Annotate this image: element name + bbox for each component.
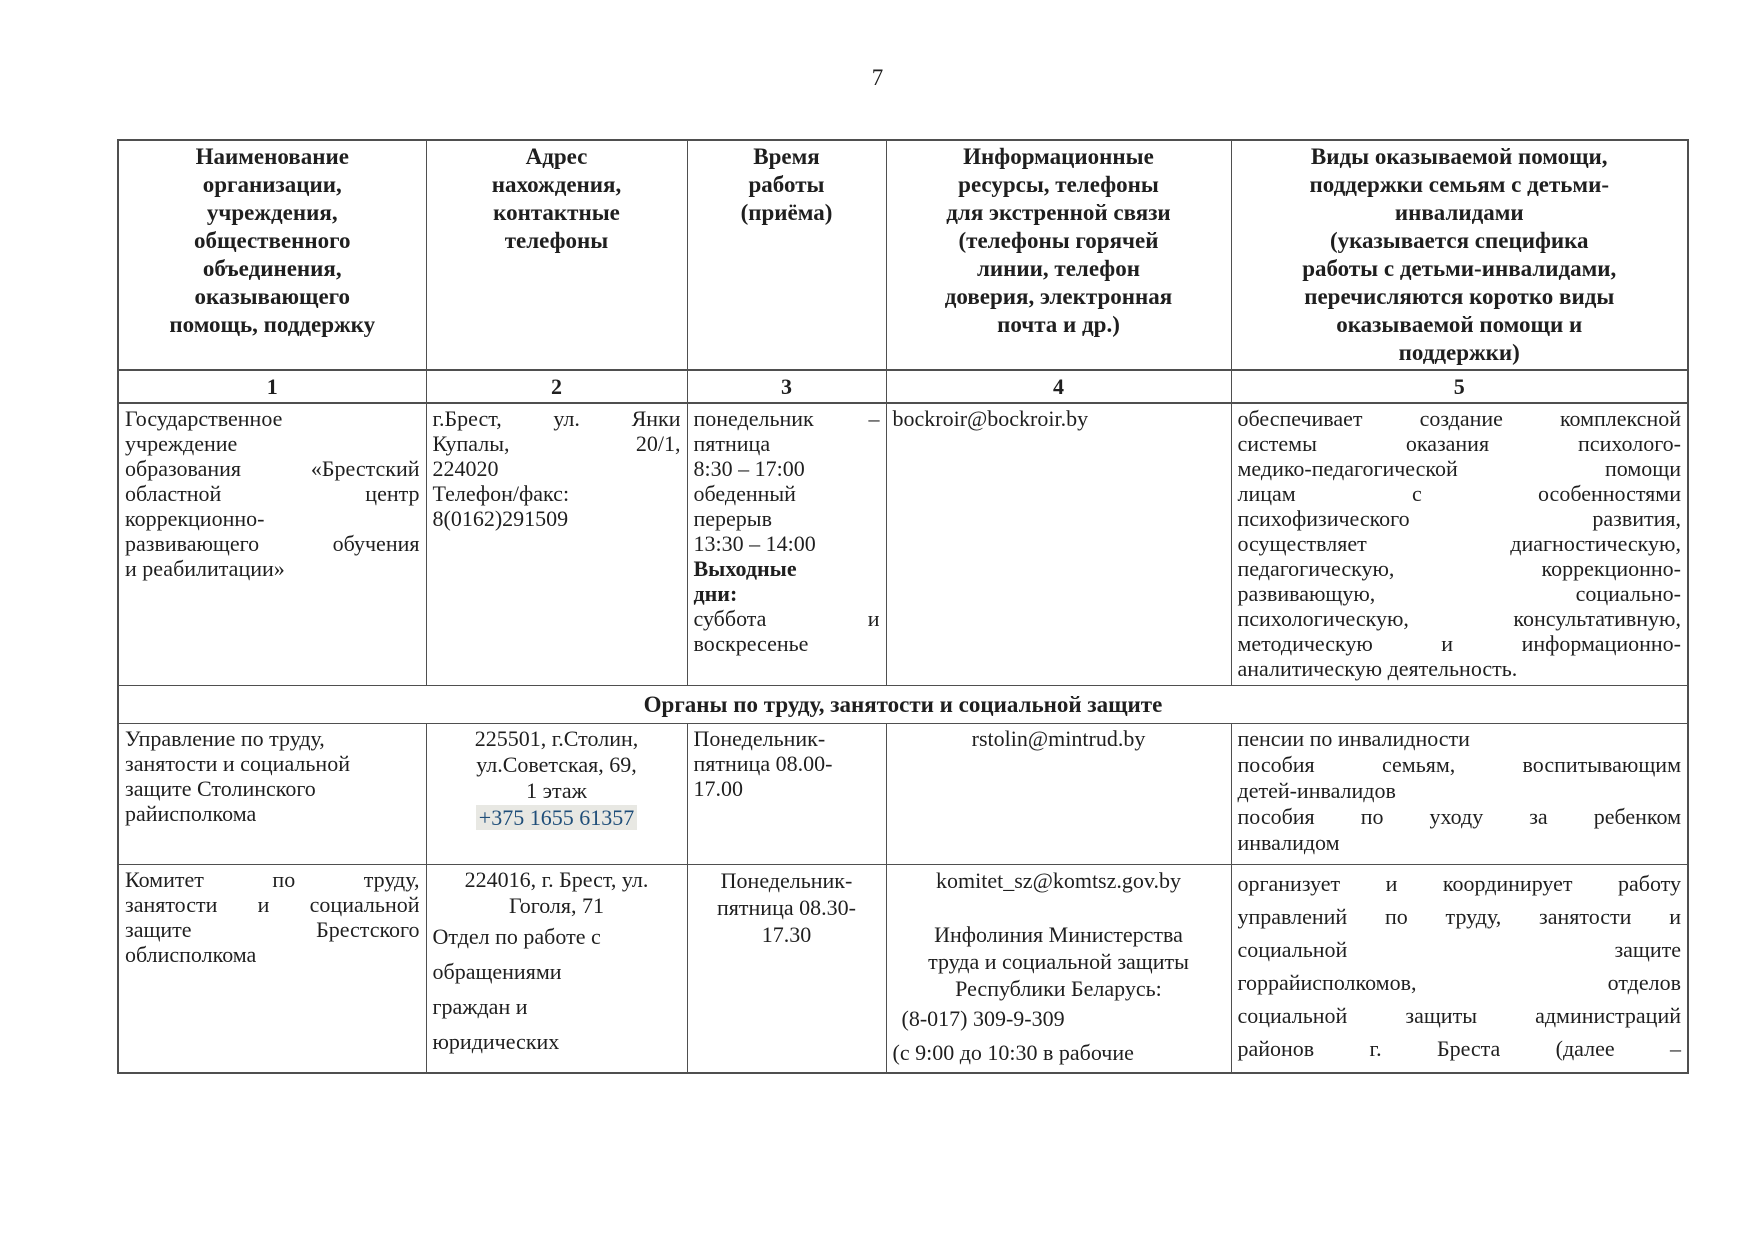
text-line: воскресенье: [693, 631, 809, 656]
text-line: 224020: [432, 456, 499, 481]
col-number-3: 3: [687, 370, 886, 403]
infoline-phone-text: (8-017) 309-9-309: [901, 1006, 1065, 1031]
email-text: komitet_sz@komtsz.gov.by: [936, 868, 1181, 893]
text-line: защите Брестского: [125, 917, 420, 942]
text-line: районов г. Бреста (далее –: [1237, 1036, 1681, 1061]
col-number-1: 1: [118, 370, 426, 403]
text-line: занятости и социальной: [125, 751, 350, 776]
text-line: 17.00: [693, 776, 743, 801]
assistance-cell: [1231, 865, 1688, 1074]
text-line: организует и координирует работу: [1237, 871, 1681, 896]
text-line: облисполкома: [125, 942, 257, 967]
text-line: граждан и: [432, 994, 528, 1019]
text-line: Виды оказываемой помощи,: [1310, 144, 1608, 169]
text-line: объединения,: [202, 256, 342, 281]
col-number-4: 4: [886, 370, 1231, 403]
text-line: Понедельник-: [693, 726, 826, 751]
text-line: Информационные: [963, 144, 1154, 169]
text-line: коррекционно-: [125, 506, 265, 531]
text-line: защите Столинского: [125, 776, 316, 801]
text-line: обеспечивает создание комплексной: [1237, 406, 1681, 431]
phone-link[interactable]: +375 1655 61357: [476, 805, 637, 830]
organizations-table: [117, 139, 1689, 1074]
text-line: поддержки): [1398, 340, 1520, 365]
text-line: обеденный: [693, 481, 796, 506]
text-line: 17.30: [761, 922, 812, 947]
text-line: нахождения,: [491, 172, 622, 197]
text-line: Республики Беларусь:: [955, 976, 1162, 1001]
resources-cell: [886, 403, 1231, 686]
resources-cell: [886, 865, 1231, 1074]
text-line: линии, телефон: [977, 256, 1140, 281]
text-line: пособия по уходу за ребенком: [1237, 804, 1681, 829]
text-line: инвалидом: [1237, 830, 1340, 855]
text-line: Телефон/факс:: [432, 481, 570, 506]
section-title: Органы по труду, занятости и социальной защите: [118, 686, 1688, 724]
text-line: Время: [753, 144, 820, 169]
text-line: организации,: [202, 172, 342, 197]
text-line: Гоголя, 71: [508, 893, 605, 918]
row-brest-committee: [118, 865, 1688, 1074]
text-line: областной центр: [125, 481, 420, 506]
text-line: развивающего обучения: [125, 531, 420, 556]
resources-cell: [886, 724, 1231, 865]
col-number-5: 5: [1231, 370, 1688, 403]
text-line: поддержки семьям с детьми-: [1309, 172, 1610, 197]
text-line: труда и социальной защиты: [928, 949, 1189, 974]
text-line: для экстренной связи: [946, 200, 1171, 225]
text-line: медико-педагогической помощи: [1237, 456, 1681, 481]
org-name-cell: [118, 403, 426, 686]
address-cell: [426, 865, 687, 1074]
address-cell: [426, 724, 687, 865]
col-header-schedule: [687, 140, 886, 370]
text-line: пособия семьям, воспитывающим: [1237, 752, 1681, 777]
weekend-label: Выходные: [693, 556, 797, 581]
text-line: контактные: [493, 200, 620, 225]
row-stolin-department: [118, 724, 1688, 865]
text-line: [433, 804, 681, 831]
text-line: (указывается специфика: [1329, 228, 1589, 253]
text-line: Наименование: [195, 144, 349, 169]
text-line: доверия, электронная: [944, 284, 1173, 309]
text-line: Инфолиния Министерства: [934, 922, 1183, 947]
schedule-cell: [687, 724, 886, 865]
column-numbers-row: [118, 370, 1688, 403]
col-number-2: 2: [426, 370, 687, 403]
text-line: райисполкома: [125, 801, 257, 826]
text-line: методическую и информационно-: [1237, 631, 1681, 656]
schedule-cell: [687, 865, 886, 1074]
text-line: (приёма): [740, 200, 833, 225]
text-line: 225501, г.Столин,: [474, 726, 639, 751]
org-name-cell: [118, 724, 426, 865]
text-line: 8:30 – 17:00: [693, 456, 805, 481]
text-line: (телефоны горячей: [958, 228, 1159, 253]
address-cell: [426, 403, 687, 686]
text-line: оказывающего: [194, 284, 351, 309]
text-line: пенсии по инвалидности: [1237, 726, 1470, 751]
text-line: инвалидами: [1394, 200, 1524, 225]
text-line: (с 9:00 до 10:30 в рабочие: [892, 1040, 1134, 1065]
org-name-cell: [118, 865, 426, 1074]
text-line: и реабилитации»: [125, 556, 285, 581]
text-line: Государственное: [125, 406, 283, 431]
text-line: занятости и социальной: [125, 892, 420, 917]
phone-fax-text: 8(0162)291509: [432, 506, 569, 531]
text-line: работы с детьми-инвалидами,: [1302, 256, 1617, 281]
text-line: психологическую, консультативную,: [1237, 606, 1681, 631]
text-line: управлений по труду, занятости и: [1237, 904, 1681, 929]
text-line: образования «Брестский: [125, 456, 420, 481]
text-line: суббота и: [693, 606, 880, 631]
text-line: г.Брест, ул. Янки: [432, 406, 681, 431]
text-line: Отдел по работе с: [432, 924, 601, 949]
text-line: ул.Советская, 69,: [476, 752, 637, 777]
text-line: пятница: [693, 431, 771, 456]
text-line: телефоны: [504, 228, 609, 253]
text-line: учреждения,: [206, 200, 338, 225]
section-header-row: [118, 686, 1688, 724]
email-text: rstolin@mintrud.by: [971, 726, 1146, 751]
text-line: Адрес: [525, 144, 588, 169]
weekend-label: дни:: [693, 581, 738, 606]
text-line: оказываемой помощи и: [1336, 312, 1583, 337]
text-line: психофизического развития,: [1237, 506, 1681, 531]
text-line: Комитет по труду,: [125, 867, 420, 892]
text-line: обращениями: [432, 959, 562, 984]
text-line: общественного: [194, 228, 351, 253]
text-line: почта и др.): [997, 312, 1120, 337]
text-line: 224016, г. Брест, ул.: [464, 867, 649, 892]
text-line: детей-инвалидов: [1237, 778, 1396, 803]
text-line: лицам с особенностями: [1237, 481, 1681, 506]
blank-line: [893, 894, 1225, 921]
text-line: развивающую, социально-: [1237, 581, 1681, 606]
col-header-assistance: [1231, 140, 1688, 370]
text-line: социальной защите: [1237, 937, 1681, 962]
assistance-cell: [1231, 403, 1688, 686]
text-line: аналитическую деятельность.: [1237, 656, 1518, 681]
text-line: юридических: [432, 1029, 560, 1054]
text-line: понедельник –: [693, 406, 880, 431]
col-header-address: [426, 140, 687, 370]
text-line: пятница 08.00-: [693, 751, 833, 776]
text-line: горрайисполкомов, отделов: [1237, 970, 1681, 995]
text-line: учреждение: [125, 431, 238, 456]
text-line: осуществляет диагностическую,: [1237, 531, 1681, 556]
text-line: 13:30 – 14:00: [693, 531, 816, 556]
text-line: ресурсы, телефоны: [958, 172, 1159, 197]
text-line: 1 этаж: [526, 778, 587, 803]
table-header-row: [118, 140, 1688, 370]
text-line: Понедельник-: [720, 868, 853, 893]
email-text: bockroir@bockroir.by: [892, 406, 1089, 431]
text-line: работы: [748, 172, 825, 197]
text-line: пятница 08.30-: [717, 895, 856, 920]
schedule-cell: [687, 403, 886, 686]
col-header-resources: [886, 140, 1231, 370]
text-line: социальной защиты администраций: [1237, 1003, 1681, 1028]
text-line: Купалы, 20/1,: [432, 431, 681, 456]
text-line: помощь, поддержку: [169, 312, 376, 337]
row-brest-correction-center: [118, 403, 1688, 686]
text-line: перерыв: [693, 506, 772, 531]
text-line: перечисляются коротко виды: [1304, 284, 1615, 309]
col-header-organization: [118, 140, 426, 370]
text-line: педагогическую, коррекционно-: [1237, 556, 1681, 581]
text-line: системы оказания психолого-: [1237, 431, 1681, 456]
assistance-cell: [1231, 724, 1688, 865]
text-line: Управление по труду,: [125, 726, 325, 751]
page-number: 7: [871, 65, 884, 90]
